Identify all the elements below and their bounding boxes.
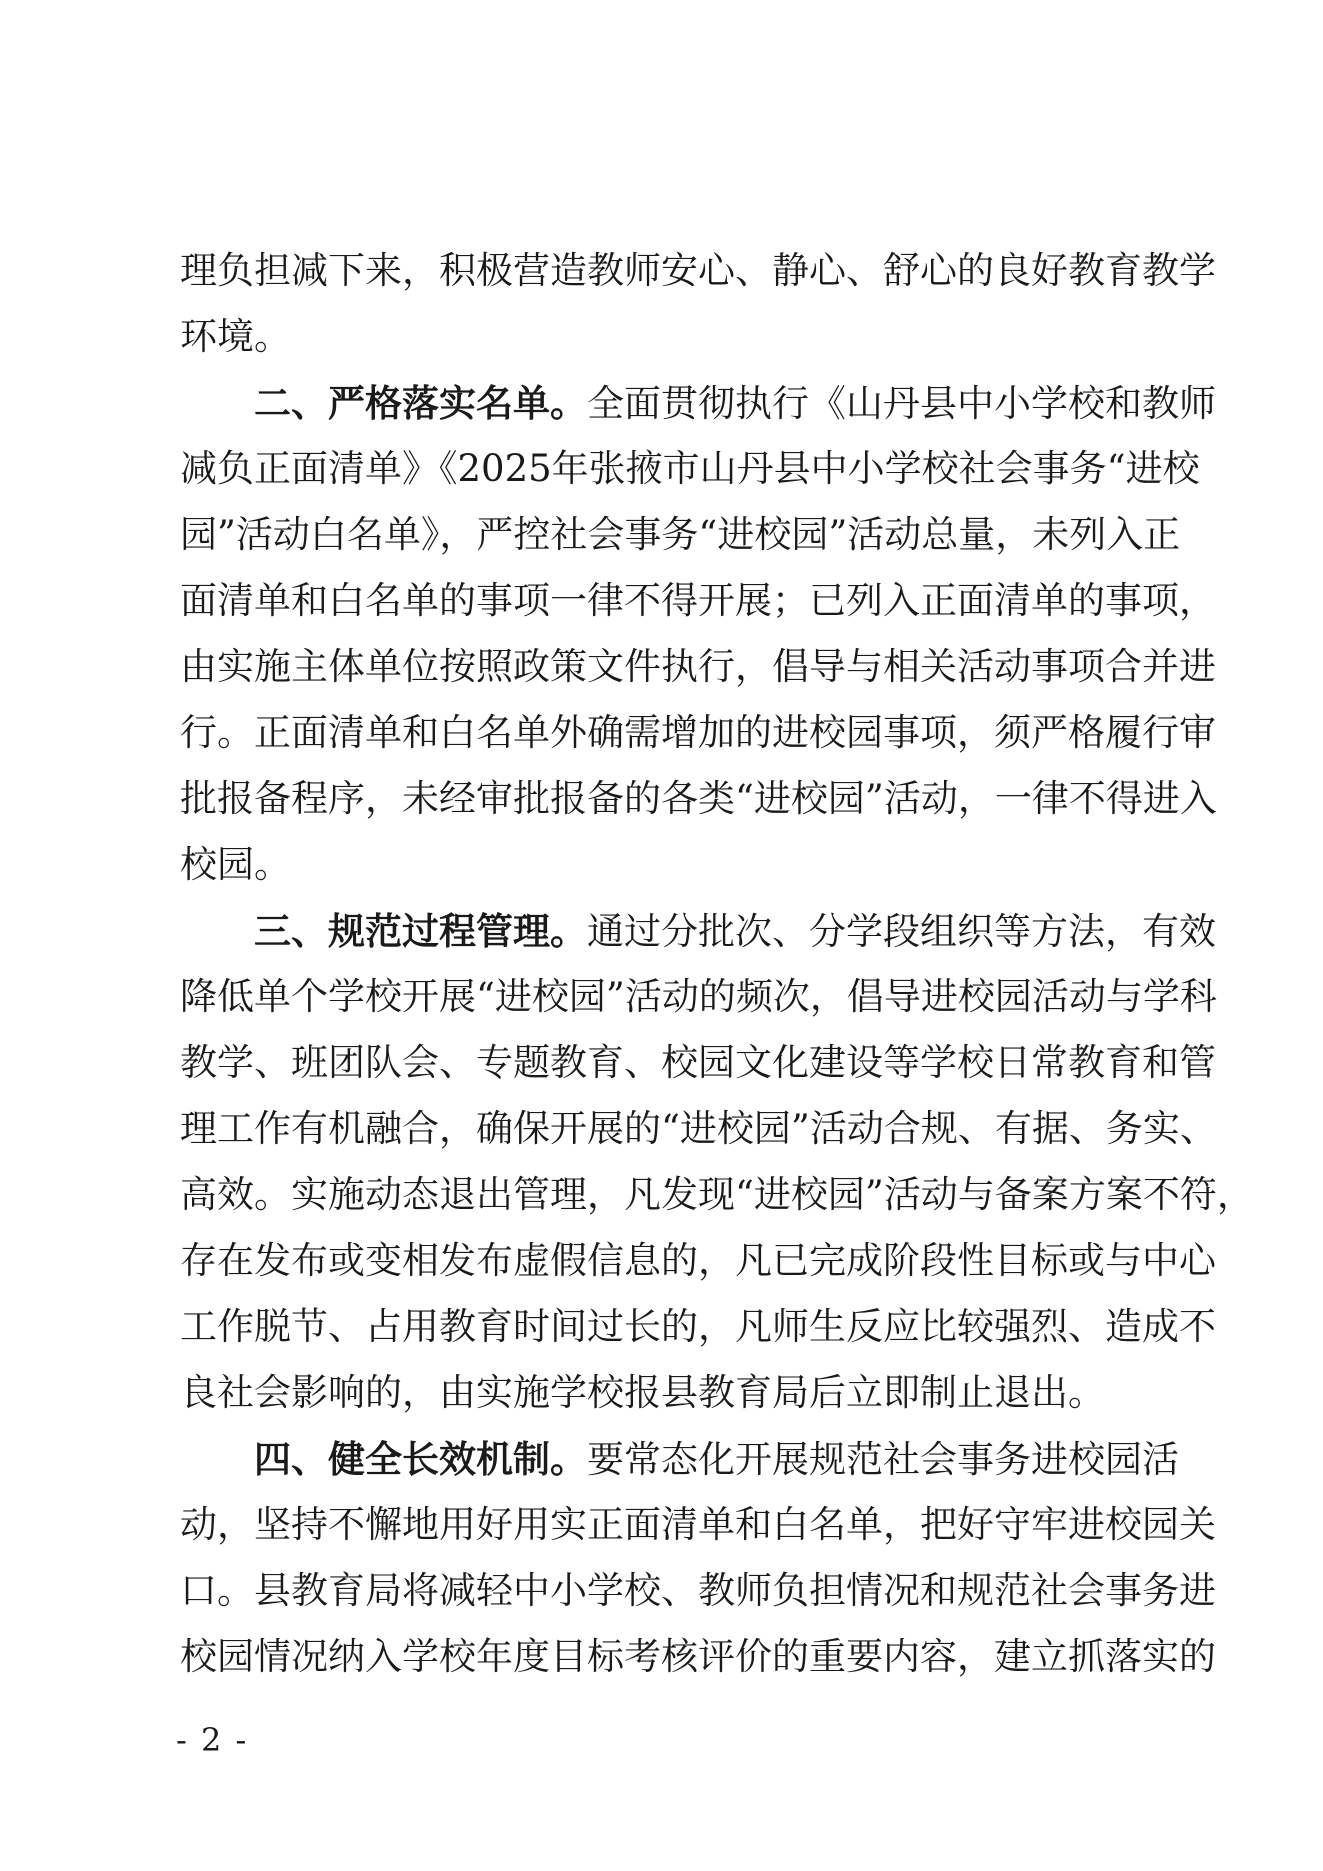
section-3-first-line [180, 898, 1216, 964]
section-3-line: 教学、班团队会、专题教育、校园文化建设等学校日常教育和管 [180, 1041, 1216, 1084]
section-4-line: 校园情况纳入学校年度目标考核评价的重要内容，建立抓落实的 [180, 1635, 1216, 1678]
section-3-line: 良社会影响的，由实施学校报县教育局后立即制止退出。 [180, 1371, 1105, 1414]
intro-line: 环境。 [180, 315, 291, 358]
section-4-first-line [180, 1426, 1179, 1492]
section-3-heading: 三、规范过程管理。 [254, 909, 587, 953]
section-2-line: 园”活动白名单》，严控社会事务“进校园”活动总量，未列入正 [180, 513, 1181, 556]
section-2-heading: 二、严格落实名单。 [254, 381, 587, 425]
section-4-heading: 四、健全长效机制。 [254, 1437, 587, 1481]
section-2-line: 行。正面清单和白名单外确需增加的进校园事项，须严格履行审 [180, 711, 1216, 754]
section-4-line: 口。县教育局将减轻中小学校、教师负担情况和规范社会事务进 [180, 1569, 1216, 1612]
section-3-text: 通过分批次、分学段组织等方法，有效 [587, 910, 1216, 953]
document-body [180, 238, 1254, 1690]
section-3-line: 高效。实施动态退出管理，凡发现“进校园”活动与备案方案不符， [180, 1173, 1254, 1216]
section-2-line: 批报备程序，未经审批报备的各类“进校园”活动，一律不得进入 [180, 777, 1217, 820]
section-2-first-line [180, 370, 1216, 436]
section-2-line: 校园。 [180, 843, 291, 886]
page-number: - 2 - [176, 1721, 249, 1759]
section-3-line: 理工作有机融合，确保开展的“进校园”活动合规、有据、务实、 [180, 1107, 1217, 1150]
section-3-line: 工作脱节、占用教育时间过长的，凡师生反应比较强烈、造成不 [180, 1305, 1216, 1348]
section-2-line: 面清单和白名单的事项一律不得开展；已列入正面清单的事项， [180, 579, 1216, 622]
section-2-line: 减负正面清单》《2025年张掖市山丹县中小学校社会事务“进校 [180, 447, 1200, 490]
section-2-text: 全面贯彻执行《山丹县中小学校和教师 [587, 382, 1216, 425]
section-3-line: 存在发布或变相发布虚假信息的，凡已完成阶段性目标或与中心 [180, 1239, 1216, 1282]
section-4-line: 动，坚持不懈地用好用实正面清单和白名单，把好守牢进校园关 [180, 1503, 1216, 1546]
section-4-text: 要常态化开展规范社会事务进校园活 [587, 1438, 1179, 1481]
section-2-line: 由实施主体单位按照政策文件执行，倡导与相关活动事项合并进 [180, 645, 1216, 688]
intro-line: 理负担减下来，积极营造教师安心、静心、舒心的良好教育教学 [180, 249, 1216, 292]
section-3-line: 降低单个学校开展“进校园”活动的频次，倡导进校园活动与学科 [180, 975, 1217, 1018]
